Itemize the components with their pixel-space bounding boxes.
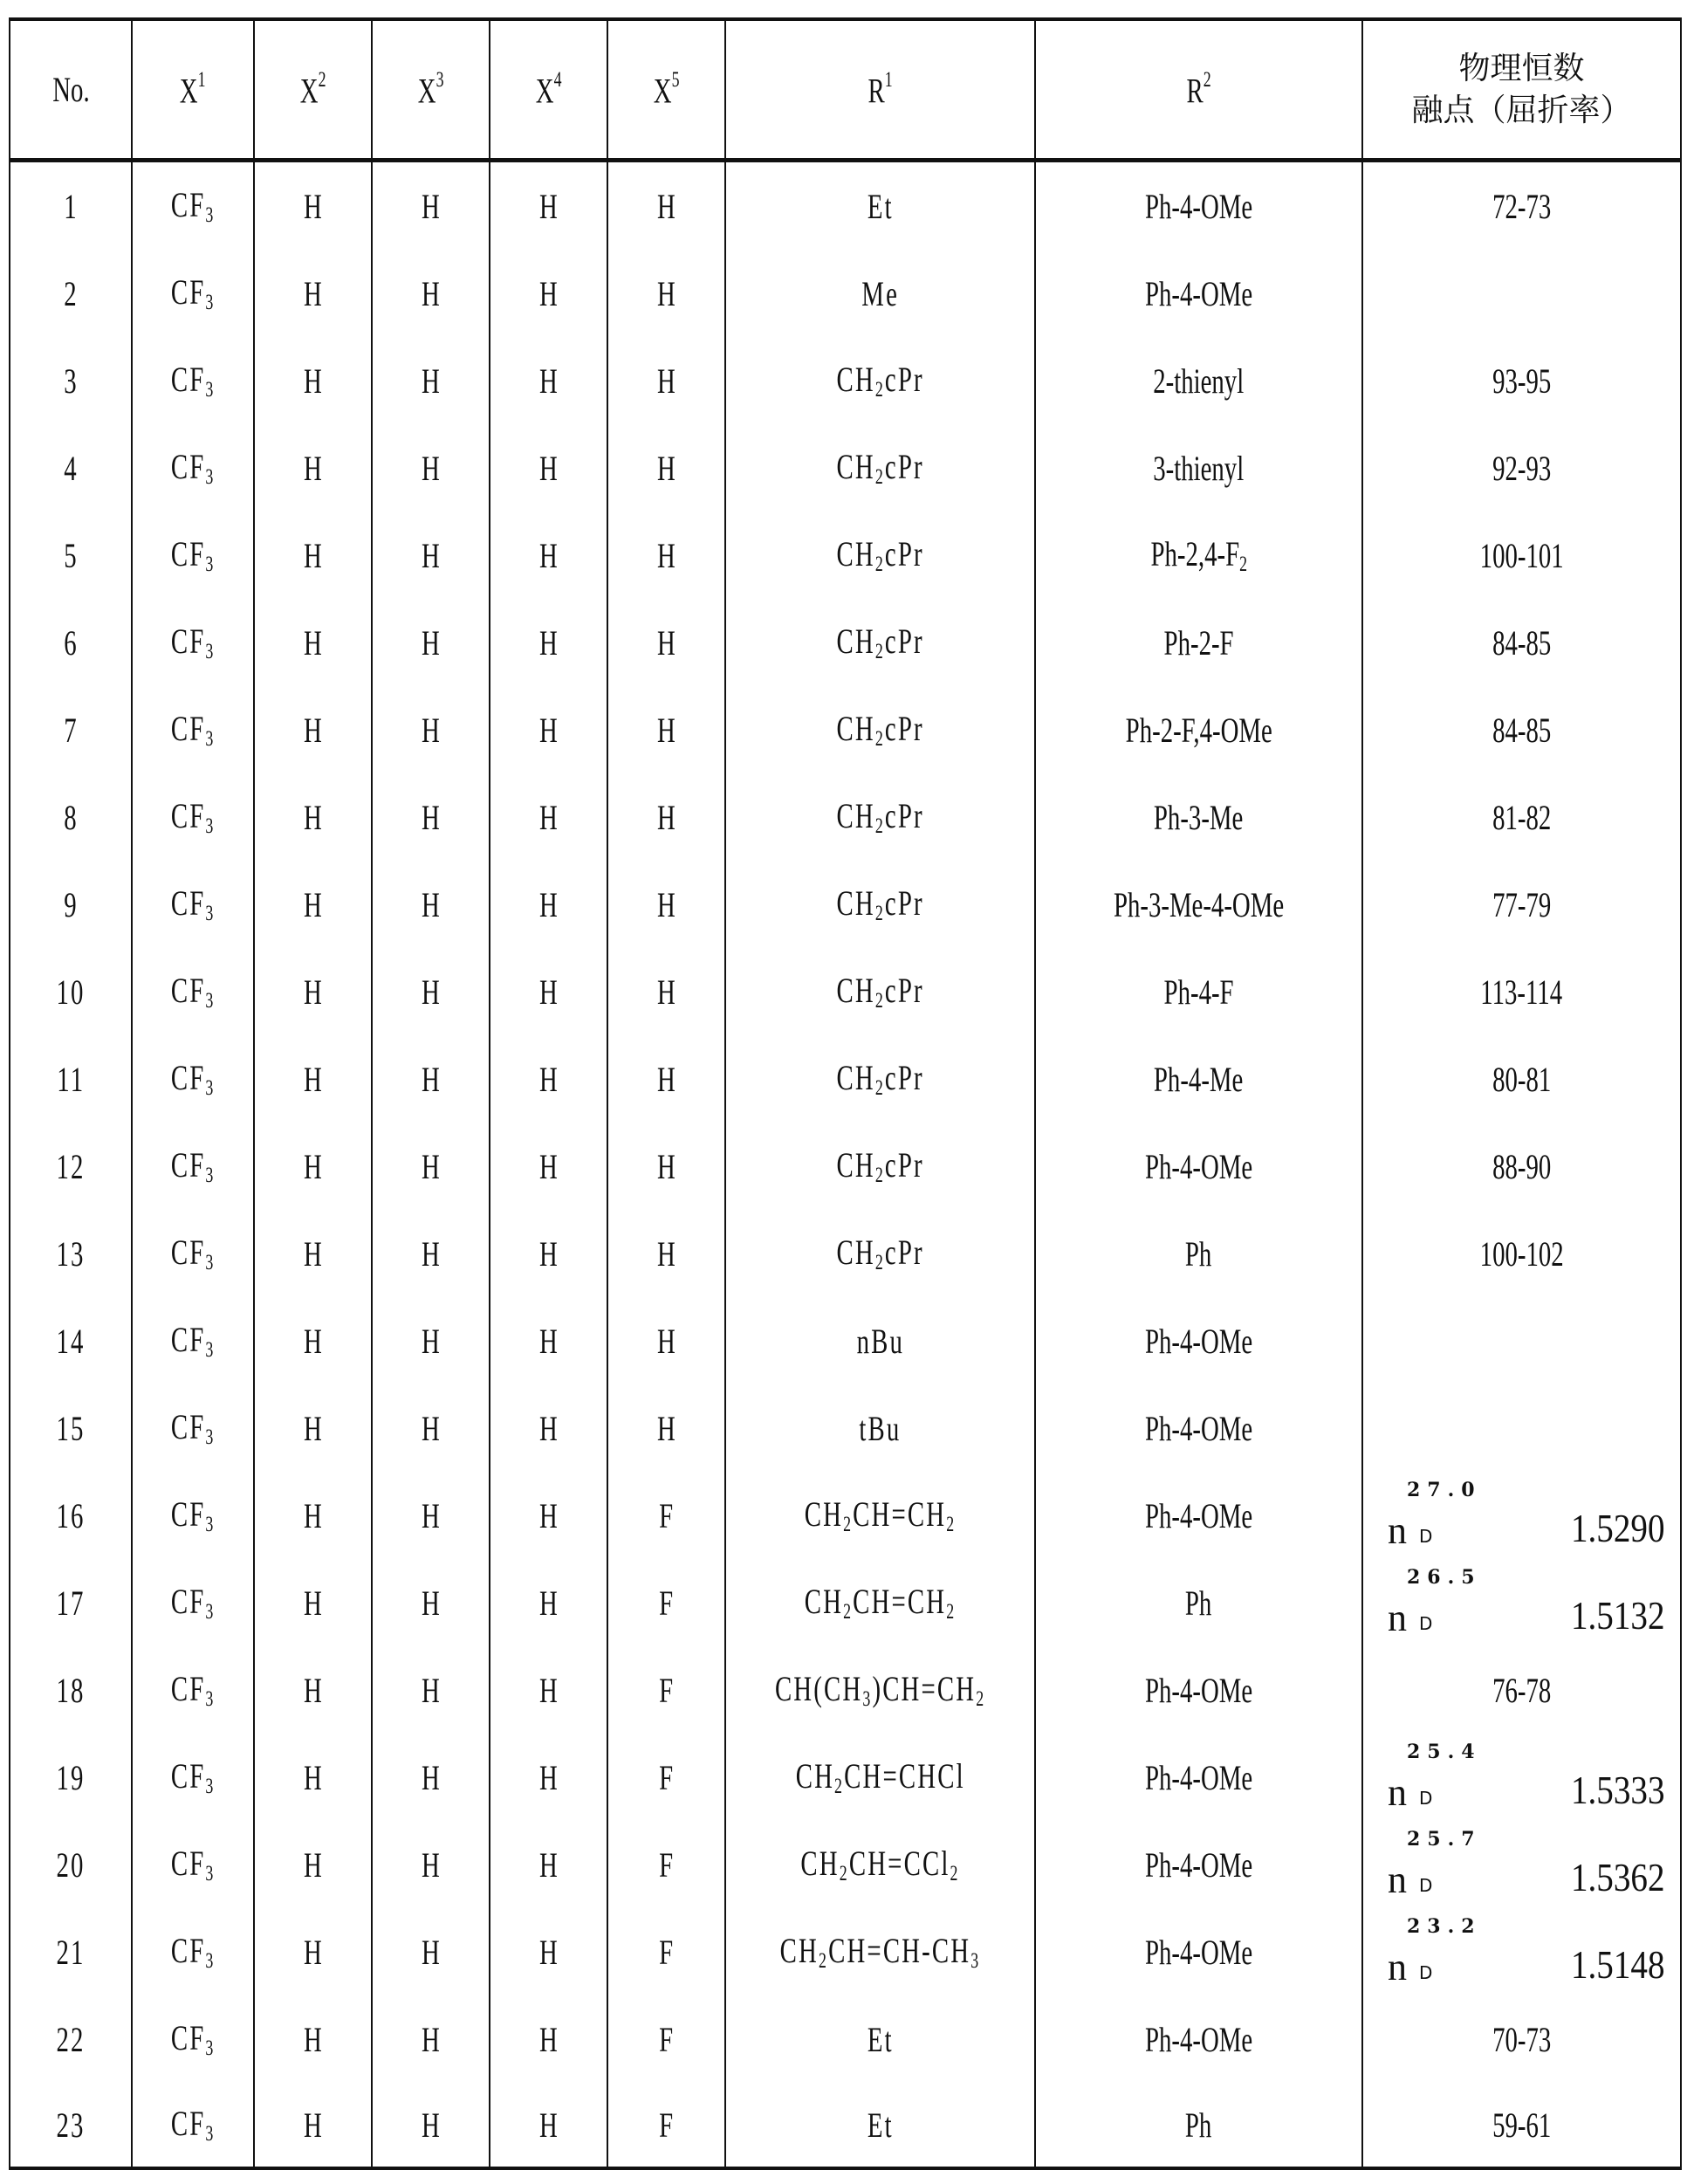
cell-x2: H xyxy=(254,161,372,251)
cell-no: 3 xyxy=(10,337,132,424)
header-x1: $X^1$ xyxy=(132,19,254,161)
cell-x1: $CF_3$ xyxy=(132,161,254,251)
cell-x5: H xyxy=(607,337,725,424)
refractive-index xyxy=(1363,1908,1680,1995)
ri-value: 1.5362 xyxy=(1570,1855,1664,1899)
cell-r2: Ph-4-OMe xyxy=(1035,1472,1362,1559)
header-physical-constants xyxy=(1362,19,1681,161)
cell-x5: H xyxy=(607,512,725,599)
cell-r2: Ph-4-OMe xyxy=(1035,1384,1362,1472)
cell-r1: Et xyxy=(725,1995,1035,2083)
cell-x3: H xyxy=(372,250,490,337)
melting-point: 100-102 xyxy=(1479,1233,1564,1274)
table-row xyxy=(10,773,1681,861)
cell-x3: H xyxy=(372,1995,490,2083)
cell-r1: $CH_2CH=CH_2$ xyxy=(725,1472,1035,1559)
header-r2: $R^2$ xyxy=(1035,19,1362,161)
header-x2: $X^2$ xyxy=(254,19,372,161)
cell-r2: Ph-4-OMe xyxy=(1035,1995,1362,2083)
cell-x2: H xyxy=(254,1995,372,2083)
cell-x3: H xyxy=(372,1646,490,1734)
table-row xyxy=(10,1123,1681,1210)
table-row xyxy=(10,1210,1681,1297)
melting-point: 84-85 xyxy=(1492,622,1552,663)
cell-no: 8 xyxy=(10,773,132,861)
melting-point: 80-81 xyxy=(1492,1059,1552,1099)
refractive-index xyxy=(1363,1734,1680,1821)
ri-symbol: n xyxy=(1388,1597,1407,1639)
cell-x3: H xyxy=(372,1908,490,1995)
cell-x4: H xyxy=(490,1210,607,1297)
cell-x1: $CF_3$ xyxy=(132,948,254,1035)
table-row xyxy=(10,1472,1681,1559)
ri-value: 1.5333 xyxy=(1570,1768,1664,1812)
cell-r1: Me xyxy=(725,250,1035,337)
cell-r2: Ph-4-OMe xyxy=(1035,161,1362,251)
cell-x2: H xyxy=(254,512,372,599)
cell-x4: H xyxy=(490,948,607,1035)
table-row xyxy=(10,686,1681,773)
cell-x4: H xyxy=(490,424,607,512)
cell-physical-constant xyxy=(1362,2083,1681,2168)
cell-no: 11 xyxy=(10,1035,132,1123)
cell-x1: $CF_3$ xyxy=(132,686,254,773)
cell-x2: H xyxy=(254,773,372,861)
cell-r2: Ph-3-Me xyxy=(1035,773,1362,861)
cell-x5: F xyxy=(607,1908,725,1995)
cell-x5: F xyxy=(607,1734,725,1821)
cell-no: 4 xyxy=(10,424,132,512)
table-row xyxy=(10,861,1681,948)
ri-symbol: n xyxy=(1388,1946,1407,1988)
compound-data-table xyxy=(9,17,1682,2170)
cell-r2: Ph xyxy=(1035,1210,1362,1297)
ri-temperature: 23.2 xyxy=(1407,1915,1482,1938)
cell-physical-constant xyxy=(1362,686,1681,773)
cell-x1: $CF_3$ xyxy=(132,1472,254,1559)
cell-r1: $CH_2cPr$ xyxy=(725,948,1035,1035)
refractive-index xyxy=(1363,1559,1680,1646)
cell-x3: H xyxy=(372,1559,490,1646)
cell-no: 9 xyxy=(10,861,132,948)
melting-point: 84-85 xyxy=(1492,710,1552,750)
cell-x5: H xyxy=(607,1297,725,1384)
cell-x5: F xyxy=(607,2083,725,2168)
cell-r1: $CH_2CH=CH_2$ xyxy=(725,1559,1035,1646)
cell-no: 12 xyxy=(10,1123,132,1210)
cell-x4: H xyxy=(490,1035,607,1123)
cell-no: 13 xyxy=(10,1210,132,1297)
table-row xyxy=(10,1646,1681,1734)
melting-point: 93-95 xyxy=(1492,361,1552,401)
cell-x1: $CF_3$ xyxy=(132,599,254,686)
cell-physical-constant xyxy=(1362,424,1681,512)
cell-x4: H xyxy=(490,1123,607,1210)
melting-point: 70-73 xyxy=(1492,2019,1552,2059)
table-body xyxy=(10,161,1681,2169)
cell-x5: H xyxy=(607,599,725,686)
cell-x3: H xyxy=(372,337,490,424)
cell-no: 20 xyxy=(10,1821,132,1908)
cell-physical-constant xyxy=(1362,1821,1681,1908)
cell-x3: H xyxy=(372,424,490,512)
table-header-row xyxy=(10,19,1681,161)
cell-x3: H xyxy=(372,599,490,686)
cell-x2: H xyxy=(254,1123,372,1210)
cell-x5: F xyxy=(607,1472,725,1559)
cell-no: 5 xyxy=(10,512,132,599)
cell-x1: $CF_3$ xyxy=(132,424,254,512)
table-row xyxy=(10,1734,1681,1821)
table-row xyxy=(10,250,1681,337)
cell-r2: Ph xyxy=(1035,2083,1362,2168)
cell-x4: H xyxy=(490,1734,607,1821)
cell-no: 23 xyxy=(10,2083,132,2168)
cell-x1: $CF_3$ xyxy=(132,1210,254,1297)
cell-r1: $CH_2cPr$ xyxy=(725,599,1035,686)
cell-r2: Ph-4-F xyxy=(1035,948,1362,1035)
cell-physical-constant xyxy=(1362,337,1681,424)
cell-no: 21 xyxy=(10,1908,132,1995)
cell-no: 1 xyxy=(10,161,132,251)
cell-x3: H xyxy=(372,1297,490,1384)
cell-no: 16 xyxy=(10,1472,132,1559)
ri-subscript: D xyxy=(1419,1875,1433,1896)
cell-x2: H xyxy=(254,1734,372,1821)
cell-physical-constant xyxy=(1362,1908,1681,1995)
cell-r1: $CH_2cPr$ xyxy=(725,1035,1035,1123)
table-row xyxy=(10,1995,1681,2083)
cell-x1: $CF_3$ xyxy=(132,2083,254,2168)
cell-r2: Ph-4-OMe xyxy=(1035,1646,1362,1734)
cell-physical-constant xyxy=(1362,948,1681,1035)
melting-point: 88-90 xyxy=(1492,1146,1552,1186)
cell-r2: Ph-4-OMe xyxy=(1035,1908,1362,1995)
cell-x1: $CF_3$ xyxy=(132,1908,254,1995)
cell-x4: H xyxy=(490,1821,607,1908)
cell-r1: $CH_2cPr$ xyxy=(725,1210,1035,1297)
cell-x5: H xyxy=(607,1210,725,1297)
cell-x3: H xyxy=(372,1734,490,1821)
cell-physical-constant xyxy=(1362,861,1681,948)
cell-x2: H xyxy=(254,599,372,686)
cell-x1: $CF_3$ xyxy=(132,1297,254,1384)
cell-x1: $CF_3$ xyxy=(132,1821,254,1908)
cell-r2: $Ph-2,4-F_2$ xyxy=(1035,512,1362,599)
table-row xyxy=(10,337,1681,424)
cell-x1: $CF_3$ xyxy=(132,1559,254,1646)
cell-x5: F xyxy=(607,1995,725,2083)
cell-x3: H xyxy=(372,512,490,599)
cell-physical-constant xyxy=(1362,1559,1681,1646)
ri-subscript: D xyxy=(1419,1788,1433,1809)
cell-x5: H xyxy=(607,1035,725,1123)
ri-subscript: D xyxy=(1419,1526,1433,1547)
header-no: No. xyxy=(10,19,132,161)
cell-x1: $CF_3$ xyxy=(132,1035,254,1123)
cell-x5: F xyxy=(607,1646,725,1734)
melting-point: 113-114 xyxy=(1480,972,1563,1012)
ri-symbol: n xyxy=(1388,1858,1407,1901)
cell-r1: Et xyxy=(725,2083,1035,2168)
table-row xyxy=(10,512,1681,599)
header-mp-refractive-index: 融点（屈折率） xyxy=(1411,92,1632,128)
cell-x1: $CF_3$ xyxy=(132,861,254,948)
table-row xyxy=(10,1821,1681,1908)
cell-r2: Ph-4-OMe xyxy=(1035,1123,1362,1210)
cell-x4: H xyxy=(490,773,607,861)
cell-x3: H xyxy=(372,948,490,1035)
cell-x2: H xyxy=(254,1297,372,1384)
header-x3: $X^3$ xyxy=(372,19,490,161)
cell-no: 2 xyxy=(10,250,132,337)
cell-x3: H xyxy=(372,1821,490,1908)
cell-x1: $CF_3$ xyxy=(132,337,254,424)
melting-point: 92-93 xyxy=(1492,448,1552,488)
cell-x3: H xyxy=(372,1123,490,1210)
cell-r2: Ph xyxy=(1035,1559,1362,1646)
cell-x5: H xyxy=(607,1123,725,1210)
cell-no: 17 xyxy=(10,1559,132,1646)
table-row xyxy=(10,424,1681,512)
table-row xyxy=(10,161,1681,251)
cell-physical-constant xyxy=(1362,1210,1681,1297)
cell-x4: H xyxy=(490,2083,607,2168)
cell-physical-constant xyxy=(1362,1384,1681,1472)
cell-x1: $CF_3$ xyxy=(132,1734,254,1821)
cell-physical-constant xyxy=(1362,1734,1681,1821)
cell-x2: H xyxy=(254,948,372,1035)
cell-r1: $CH(CH_3)CH=CH_2$ xyxy=(725,1646,1035,1734)
table-row xyxy=(10,1908,1681,1995)
cell-x1: $CF_3$ xyxy=(132,1646,254,1734)
cell-x1: $CF_3$ xyxy=(132,1384,254,1472)
table-row xyxy=(10,1035,1681,1123)
cell-r1: $CH_2CH=CH-CH_3$ xyxy=(725,1908,1035,1995)
compound-table-container xyxy=(9,17,1680,2170)
cell-x4: H xyxy=(490,1908,607,1995)
cell-x5: F xyxy=(607,1559,725,1646)
header-x4: $X^4$ xyxy=(490,19,607,161)
ri-symbol: n xyxy=(1388,1771,1407,1814)
ri-value: 1.5148 xyxy=(1570,1942,1664,1987)
cell-x4: H xyxy=(490,1646,607,1734)
cell-x5: H xyxy=(607,861,725,948)
cell-x2: H xyxy=(254,1384,372,1472)
cell-x5: H xyxy=(607,948,725,1035)
melting-point: 81-82 xyxy=(1492,797,1552,837)
melting-point: 72-73 xyxy=(1492,186,1552,226)
cell-x2: H xyxy=(254,1908,372,1995)
table-row xyxy=(10,599,1681,686)
cell-no: 18 xyxy=(10,1646,132,1734)
cell-x3: H xyxy=(372,2083,490,2168)
cell-physical-constant xyxy=(1362,1035,1681,1123)
header-physical-constants-title: 物理恒数 xyxy=(1458,50,1585,86)
cell-x1: $CF_3$ xyxy=(132,512,254,599)
cell-x5: H xyxy=(607,686,725,773)
cell-physical-constant xyxy=(1362,1995,1681,2083)
cell-r2: Ph-3-Me-4-OMe xyxy=(1035,861,1362,948)
table-row xyxy=(10,2083,1681,2168)
cell-x3: H xyxy=(372,686,490,773)
cell-x2: H xyxy=(254,1646,372,1734)
cell-r2: 3-thienyl xyxy=(1035,424,1362,512)
cell-r1: Et xyxy=(725,161,1035,251)
cell-r1: $CH_2cPr$ xyxy=(725,337,1035,424)
cell-r2: Ph-4-OMe xyxy=(1035,1734,1362,1821)
cell-r2: 2-thienyl xyxy=(1035,337,1362,424)
cell-no: 19 xyxy=(10,1734,132,1821)
cell-no: 7 xyxy=(10,686,132,773)
cell-x5: H xyxy=(607,1384,725,1472)
cell-r1: $CH_2CH=CCl_2$ xyxy=(725,1821,1035,1908)
cell-physical-constant xyxy=(1362,1297,1681,1384)
cell-x4: H xyxy=(490,861,607,948)
cell-r1: tBu xyxy=(725,1384,1035,1472)
cell-no: 22 xyxy=(10,1995,132,2083)
cell-x2: H xyxy=(254,337,372,424)
cell-x1: $CF_3$ xyxy=(132,250,254,337)
cell-x5: H xyxy=(607,773,725,861)
ri-symbol: n xyxy=(1388,1509,1407,1552)
cell-r1: $CH_2cPr$ xyxy=(725,424,1035,512)
cell-x4: H xyxy=(490,686,607,773)
ri-temperature: 25.7 xyxy=(1407,1828,1482,1851)
ri-temperature: 27.0 xyxy=(1407,1479,1482,1501)
cell-x2: H xyxy=(254,250,372,337)
cell-x5: H xyxy=(607,250,725,337)
cell-no: 14 xyxy=(10,1297,132,1384)
cell-no: 6 xyxy=(10,599,132,686)
cell-x3: H xyxy=(372,861,490,948)
cell-x4: H xyxy=(490,250,607,337)
cell-x2: H xyxy=(254,1821,372,1908)
table-row xyxy=(10,1297,1681,1384)
cell-x4: H xyxy=(490,1384,607,1472)
cell-r1: $CH_2cPr$ xyxy=(725,861,1035,948)
cell-no: 15 xyxy=(10,1384,132,1472)
cell-x5: H xyxy=(607,161,725,251)
melting-point: 76-78 xyxy=(1492,1670,1552,1710)
cell-r1: $CH_2cPr$ xyxy=(725,1123,1035,1210)
cell-physical-constant xyxy=(1362,250,1681,337)
cell-physical-constant xyxy=(1362,1123,1681,1210)
cell-r1: $CH_2cPr$ xyxy=(725,773,1035,861)
refractive-index xyxy=(1363,1821,1680,1908)
header-r1: $R^1$ xyxy=(725,19,1035,161)
cell-x4: H xyxy=(490,1995,607,2083)
cell-physical-constant xyxy=(1362,512,1681,599)
ri-subscript: D xyxy=(1419,1962,1433,1983)
cell-physical-constant xyxy=(1362,1472,1681,1559)
cell-x2: H xyxy=(254,1035,372,1123)
ri-temperature: 26.5 xyxy=(1407,1566,1482,1589)
table-row xyxy=(10,948,1681,1035)
cell-x4: H xyxy=(490,1559,607,1646)
cell-x3: H xyxy=(372,773,490,861)
cell-x2: H xyxy=(254,1210,372,1297)
ri-subscript: D xyxy=(1419,1613,1433,1634)
cell-x3: H xyxy=(372,1210,490,1297)
cell-x5: F xyxy=(607,1821,725,1908)
cell-r2: Ph-4-OMe xyxy=(1035,1821,1362,1908)
cell-physical-constant xyxy=(1362,599,1681,686)
cell-x2: H xyxy=(254,686,372,773)
cell-r2: Ph-4-OMe xyxy=(1035,1297,1362,1384)
cell-x4: H xyxy=(490,1472,607,1559)
cell-r2: Ph-4-Me xyxy=(1035,1035,1362,1123)
cell-physical-constant xyxy=(1362,161,1681,251)
cell-x1: $CF_3$ xyxy=(132,1995,254,2083)
cell-r2: Ph-2-F xyxy=(1035,599,1362,686)
cell-x5: H xyxy=(607,424,725,512)
cell-physical-constant xyxy=(1362,773,1681,861)
melting-point: 59-61 xyxy=(1492,2105,1552,2145)
cell-no: 10 xyxy=(10,948,132,1035)
cell-x3: H xyxy=(372,161,490,251)
header-x5: $X^5$ xyxy=(607,19,725,161)
cell-x4: H xyxy=(490,337,607,424)
cell-r1: $CH_2CH=CHCl$ xyxy=(725,1734,1035,1821)
ri-temperature: 25.4 xyxy=(1407,1741,1482,1763)
cell-r2: Ph-4-OMe xyxy=(1035,250,1362,337)
cell-x1: $CF_3$ xyxy=(132,773,254,861)
cell-x3: H xyxy=(372,1035,490,1123)
melting-point: 100-101 xyxy=(1479,535,1564,575)
cell-r1: nBu xyxy=(725,1297,1035,1384)
cell-x2: H xyxy=(254,424,372,512)
cell-x4: H xyxy=(490,161,607,251)
cell-r1: $CH_2cPr$ xyxy=(725,686,1035,773)
table-row xyxy=(10,1384,1681,1472)
cell-x2: H xyxy=(254,1559,372,1646)
cell-x4: H xyxy=(490,599,607,686)
ri-value: 1.5290 xyxy=(1570,1506,1664,1550)
cell-x4: H xyxy=(490,1297,607,1384)
refractive-index xyxy=(1363,1472,1680,1559)
cell-physical-constant xyxy=(1362,1646,1681,1734)
cell-x3: H xyxy=(372,1384,490,1472)
cell-x4: H xyxy=(490,512,607,599)
table-row xyxy=(10,1559,1681,1646)
cell-r2: Ph-2-F,4-OMe xyxy=(1035,686,1362,773)
cell-x2: H xyxy=(254,2083,372,2168)
cell-x2: H xyxy=(254,861,372,948)
cell-r1: $CH_2cPr$ xyxy=(725,512,1035,599)
cell-x1: $CF_3$ xyxy=(132,1123,254,1210)
cell-x2: H xyxy=(254,1472,372,1559)
melting-point: 77-79 xyxy=(1492,884,1552,924)
ri-value: 1.5132 xyxy=(1570,1593,1664,1638)
cell-x3: H xyxy=(372,1472,490,1559)
